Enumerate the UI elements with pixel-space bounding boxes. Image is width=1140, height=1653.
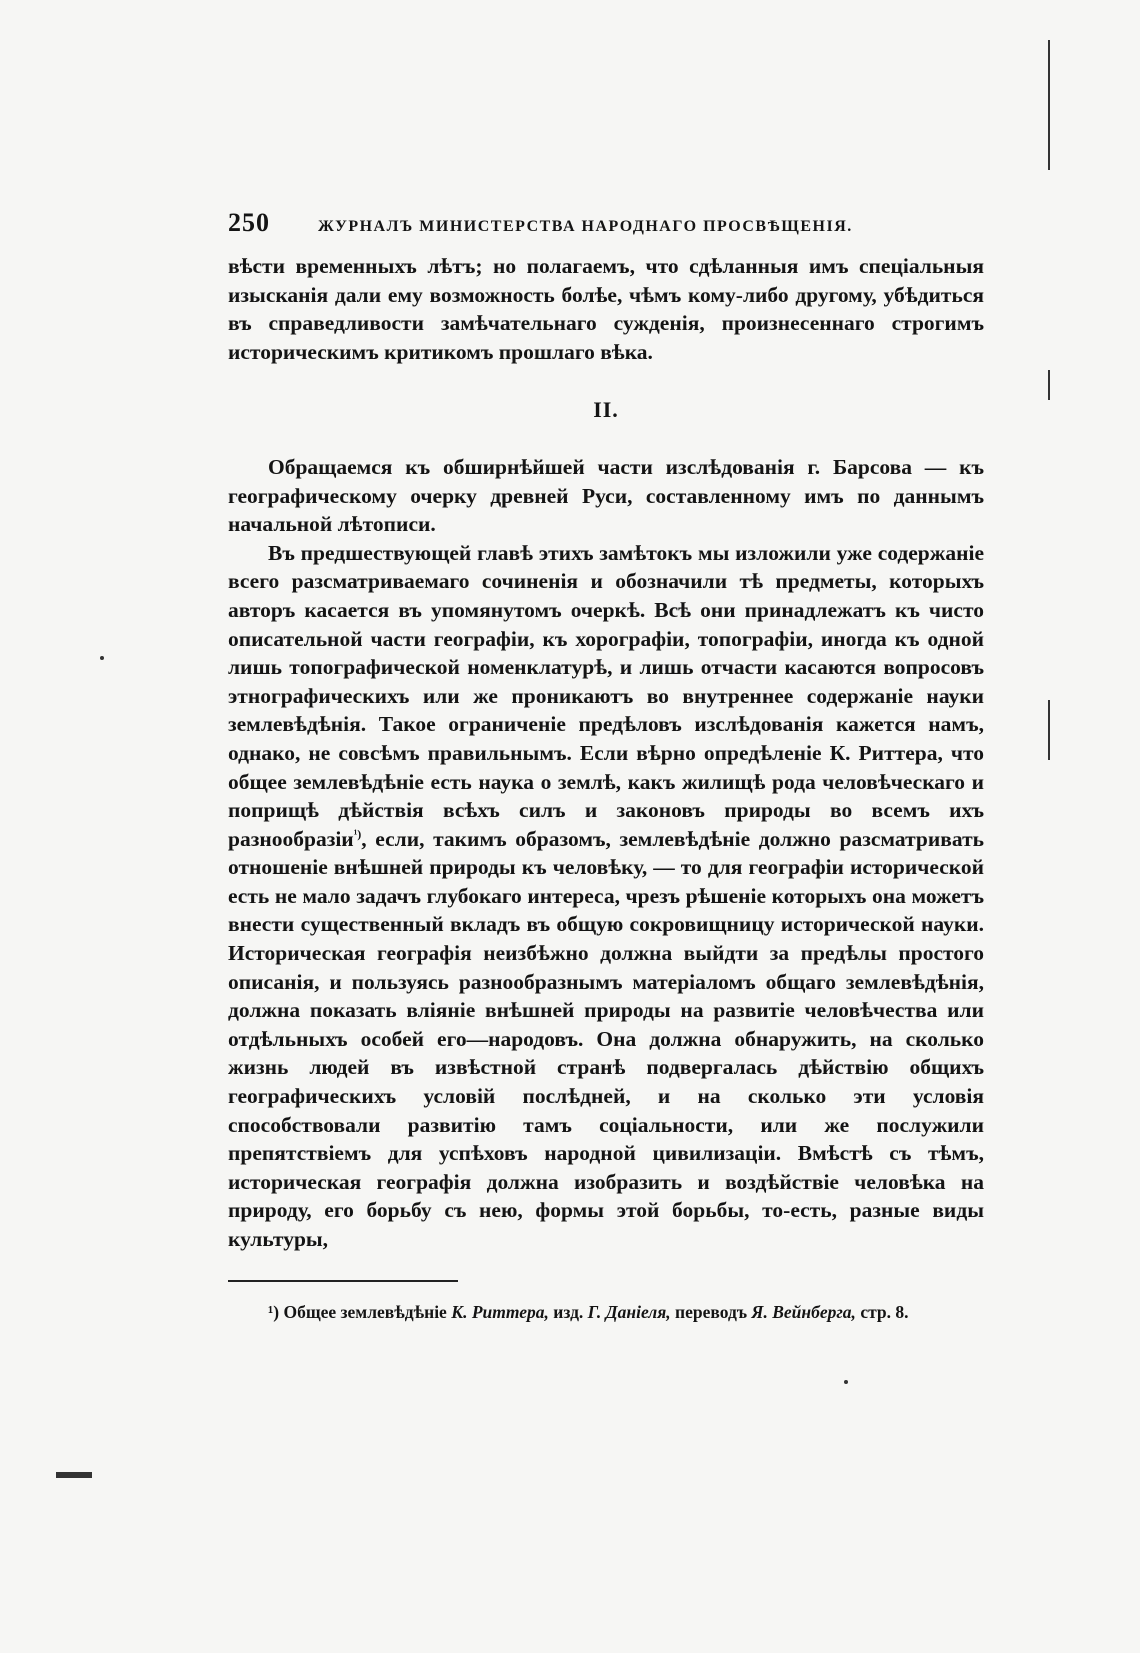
footnote-text-4: стр. 8. <box>860 1301 909 1322</box>
page-header <box>228 208 984 252</box>
paragraph-2 <box>228 539 984 1254</box>
margin-mark <box>1048 700 1050 760</box>
running-head: ЖУРНАЛЪ МИНИСТЕРСТВА НАРОДНАГО ПРОСВѢЩЕНІЯ. <box>318 218 853 235</box>
margin-mark <box>1048 370 1050 400</box>
footnote-publisher: Г. Даніеля, <box>587 1301 671 1322</box>
footnote-marker: ¹) <box>268 1301 280 1322</box>
margin-mark <box>56 1472 92 1478</box>
footnote-author: К. Риттера, <box>451 1301 549 1322</box>
text-block <box>228 208 984 1326</box>
paragraph-2-tail: , если, такимъ образомъ, землевѣдѣніе должно разсматривать отношеніе внѣшней природы къ человѣку, — то для географіи исторической есть не мало задачъ глубокаго интереса, чрезъ рѣшеніе которыхъ она можетъ внести существенный вкладъ въ общую сокровищницу исторической науки. Историческая географія неизбѣжно должна выйдти за предѣлы простого описанія, и пользуясь разнообразнымъ матеріаломъ общаго землевѣдѣнія, должна показать вліяніе внѣшней природы на развитіе человѣчества или отдѣльныхъ особей его—народовъ. Она должна обнаружить, на сколько жизнь людей въ извѣстной странѣ подвергалась дѣйствію общихъ географическихъ условій послѣдней, и на сколько эти условія способствовали развитію тамъ соціальности, или же послужили препятствіемъ для успѣховъ народной цивилизаціи. Вмѣстѣ съ тѣмъ, историческая географія должна изобразить и воздѣйствіе человѣка на природу, его борьбу съ нею, формы этой борьбы, то-есть, разные виды культуры, <box>228 826 984 1251</box>
page-number: 250 <box>228 208 270 237</box>
paragraph-2-text: Въ предшествующей главѣ этихъ замѣтокъ мы изложили уже содержаніе всего разсматриваемаго сочиненія и обозначили тѣ предметы, которыхъ авторъ касается въ упомянутомъ очеркѣ. Всѣ они принадлежатъ къ чисто описательной части географіи, къ хорографіи, топографіи, иногда къ одной лишь топографической номенклатурѣ, и лишь отчасти касаются вопросовъ этнографическихъ или же проникаютъ во внутреннее содержаніе науки землевѣдѣнія. Такое ограниченіе предѣловъ изслѣдованія кажется намъ, однако, не совсѣмъ правильнымъ. Если вѣрно опредѣленіе К. Риттера, что общее землевѣдѣніе есть наука о землѣ, какъ жилищѣ рода человѣческаго и поприщѣ дѣйствія всѣхъ силъ и законовъ природы во всемъ ихъ разнообразіи <box>228 540 984 851</box>
margin-dot <box>844 1380 848 1384</box>
footnote-divider <box>228 1280 458 1282</box>
footnote-text-3: переводъ <box>675 1301 748 1322</box>
margin-dot <box>100 656 104 660</box>
footnote-reference: ¹) <box>353 826 362 841</box>
section-heading: II. <box>593 397 619 423</box>
footnote <box>228 1298 984 1326</box>
footnote-text-1: Общее землевѣдѣніе <box>283 1301 447 1322</box>
footnote-translator: Я. Вейнберга, <box>751 1301 856 1322</box>
paragraph-1: Обращаемся къ обширнѣйшей части изслѣдованія г. Барсова — къ географическому очерку древней Руси, составленному имъ по даннымъ начальной лѣтописи. <box>228 454 984 537</box>
footnote-text-2: изд. <box>553 1301 584 1322</box>
intro-paragraph: вѣсти временныхъ лѣтъ; но полагаемъ, что сдѣланныя имъ спеціальныя изысканія дали ему возможность болѣе, чѣмъ кому-либо другому, убѣдиться въ справедливости замѣчательнаго сужденія, произнесеннаго строгимъ историческимъ критикомъ прошлаго вѣка. <box>228 254 984 364</box>
body-text <box>228 252 984 1254</box>
margin-mark <box>1048 40 1050 170</box>
